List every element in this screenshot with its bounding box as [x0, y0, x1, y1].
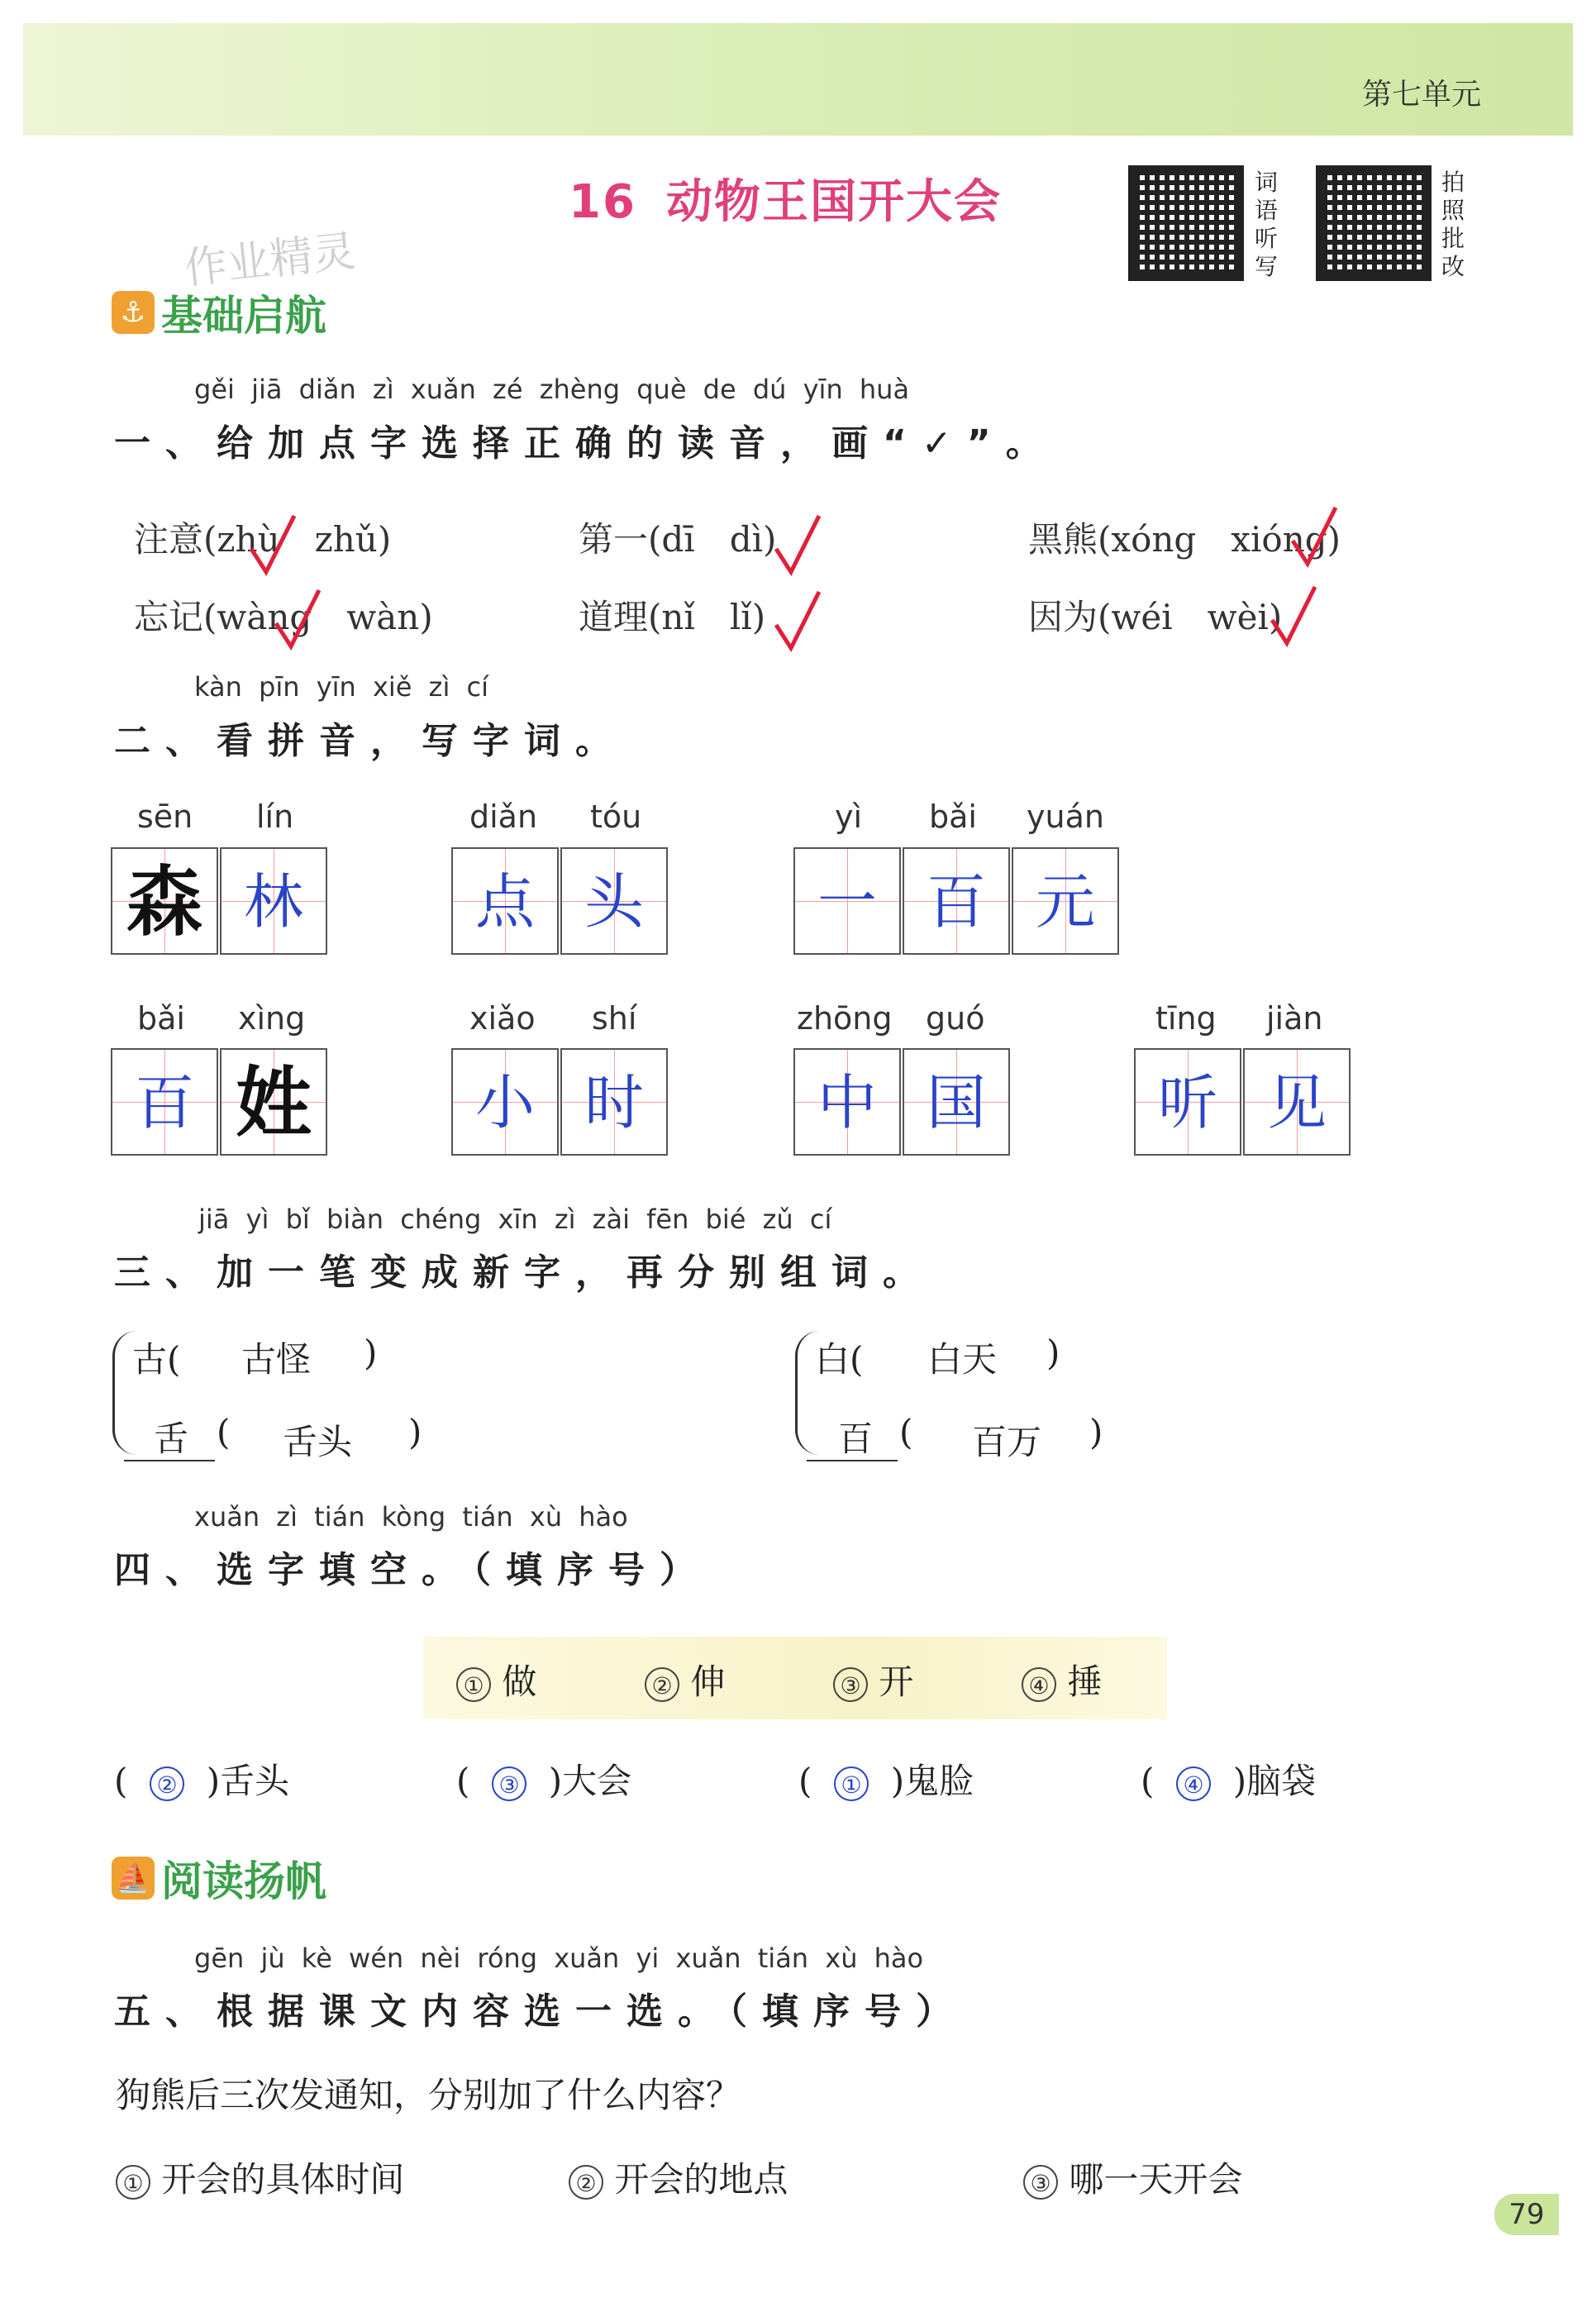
q1-pinyin: gěi jiā diǎn zì xuǎn zé zhèng què de dú yīn huà — [194, 374, 910, 405]
section-basic: ⚓ 基础启航 — [112, 283, 326, 342]
q2-text: 二、看拼音，写字词。 — [114, 720, 626, 762]
char-box: 林 — [220, 847, 327, 955]
char-box: 百 — [111, 1048, 218, 1156]
q4-blank-1: ( ② )舌头 — [114, 1761, 290, 1801]
pinyin-label: bǎi — [929, 799, 977, 835]
q3-left-answer2: 舌头 — [283, 1422, 353, 1462]
check-mark-icon — [273, 587, 322, 653]
lesson-number: 16 — [569, 175, 636, 229]
q3-left-open2: ( — [217, 1412, 231, 1452]
check-mark-icon — [1289, 504, 1339, 570]
char-box: 中 — [793, 1048, 901, 1156]
q4-blank-2: ( ③ )大会 — [456, 1761, 632, 1801]
pinyin-label: jiàn — [1266, 1000, 1323, 1037]
char-box: 一 — [793, 847, 901, 955]
q1-item-3: 黑熊(xóng xióng) — [1028, 519, 1341, 560]
page-number: 79 — [1494, 2194, 1559, 2235]
q3-right-close2: ) — [1089, 1412, 1103, 1452]
check-mark-icon — [773, 589, 822, 655]
check-mark-icon — [1269, 584, 1318, 650]
q4-blank-3: ( ① )鬼脸 — [798, 1761, 974, 1801]
pinyin-label: bǎi — [137, 1000, 185, 1037]
pinyin-label: xìng — [238, 1000, 306, 1037]
q5-pinyin: gēn jù kè wén nèi róng xuǎn yi xuǎn tián xù hào — [194, 1943, 924, 1974]
pinyin-label: diǎn — [469, 799, 538, 835]
char-box: 百 — [903, 847, 1010, 955]
q4-blank-4: ( ④ )脑袋 — [1141, 1761, 1317, 1801]
answer-underline — [124, 1460, 215, 1461]
q3-left-close1: ) — [364, 1333, 378, 1373]
q3-right-char1: 白( — [815, 1339, 864, 1380]
sail-icon: ⛵ — [112, 1857, 155, 1900]
q3-left-char1: 古( — [132, 1339, 181, 1380]
q4-option: ② 伸 — [645, 1655, 725, 1704]
q3-right-answer2: 百万 — [972, 1422, 1042, 1462]
char-box: 姓 — [220, 1048, 327, 1156]
pinyin-label: yuán — [1027, 799, 1104, 835]
watermark: 作业精灵 — [182, 226, 359, 294]
section-reading: ⛵ 阅读扬帆 — [112, 1848, 326, 1908]
lesson-title — [569, 165, 1002, 231]
pinyin-label: sēn — [137, 799, 193, 835]
answer-underline — [807, 1460, 898, 1461]
q1-item-4: 忘记(wàng wàn) — [134, 597, 433, 637]
q3-right-char2: 百 — [838, 1418, 874, 1459]
q5-question: 狗熊后三次发通知，分别加了什么内容？ — [116, 2075, 741, 2115]
pinyin-label: guó — [926, 1000, 985, 1037]
pinyin-label: shí — [592, 1000, 637, 1037]
q5-option: ③ 哪一天开会 — [1023, 2153, 1242, 2202]
q5-option: ① 开会的具体时间 — [116, 2153, 404, 2202]
q1-item-6: 因为(wéi wèi) — [1028, 597, 1283, 637]
check-mark-icon — [773, 513, 822, 579]
q5-option: ② 开会的地点 — [569, 2153, 788, 2202]
q4-option: ④ 捶 — [1022, 1655, 1102, 1704]
q4-pinyin: xuǎn zì tián kòng tián xù hào — [194, 1501, 628, 1533]
char-box: 时 — [560, 1048, 668, 1156]
q1-text: 一、给加点字选择正确的读音，画“✓”。 — [114, 422, 1057, 465]
qr-code-dictation[interactable] — [1128, 165, 1244, 281]
anchor-icon: ⚓ — [112, 291, 155, 334]
pinyin-label: yì — [835, 799, 863, 835]
pinyin-label: lín — [256, 799, 294, 835]
q3-pinyin: jiā yì bǐ biàn chéng xīn zì zài fēn bié zǔ cí — [198, 1204, 832, 1235]
q3-text: 三、加一笔变成新字，再分别组词。 — [114, 1251, 934, 1294]
pinyin-label: zhōng — [797, 1000, 893, 1037]
char-box: 见 — [1243, 1048, 1351, 1156]
q3-right-open2: ( — [899, 1412, 913, 1452]
qr-label-dictation: 词 语 听 写 — [1255, 169, 1279, 280]
q1-item-2: 第一(dī dì) — [579, 519, 777, 560]
q3-left-char2: 舌 — [154, 1418, 189, 1459]
char-box: 森 — [111, 847, 218, 955]
lesson-name: 动物王国开大会 — [665, 175, 1002, 229]
qr-label-grading: 拍 照 批 改 — [1441, 169, 1465, 280]
q1-item-1: 注意(zhù zhǔ) — [134, 519, 392, 560]
q3-left-answer1: 古怪 — [241, 1339, 312, 1380]
q4-text: 四、选字填空。（填序号） — [114, 1549, 711, 1591]
q4-option: ③ 开 — [833, 1655, 913, 1704]
q2-pinyin: kàn pīn yīn xiě zì cí — [194, 671, 488, 703]
pinyin-label: tīng — [1155, 1000, 1217, 1037]
qr-code-grading[interactable] — [1316, 165, 1432, 281]
q3-right-close1: ) — [1046, 1333, 1060, 1373]
q3-left-close2: ) — [408, 1412, 422, 1452]
q5-text: 五、根据课文内容选一选。（填序号） — [114, 1990, 967, 2033]
pinyin-label: xiǎo — [469, 1000, 536, 1037]
pinyin-label: tóu — [590, 799, 642, 835]
q3-right-answer1: 白天 — [927, 1339, 998, 1380]
char-box: 国 — [903, 1048, 1010, 1156]
char-box: 听 — [1134, 1048, 1241, 1156]
check-mark-icon — [248, 513, 298, 579]
unit-label: 第七单元 — [1362, 78, 1482, 112]
char-box: 头 — [560, 847, 668, 955]
char-box: 元 — [1012, 847, 1119, 955]
q4-option: ① 做 — [456, 1655, 536, 1704]
char-box: 点 — [451, 847, 559, 955]
char-box: 小 — [451, 1048, 559, 1156]
header-band — [23, 23, 1573, 136]
q1-item-5: 道理(nǐ lǐ) — [579, 597, 766, 637]
